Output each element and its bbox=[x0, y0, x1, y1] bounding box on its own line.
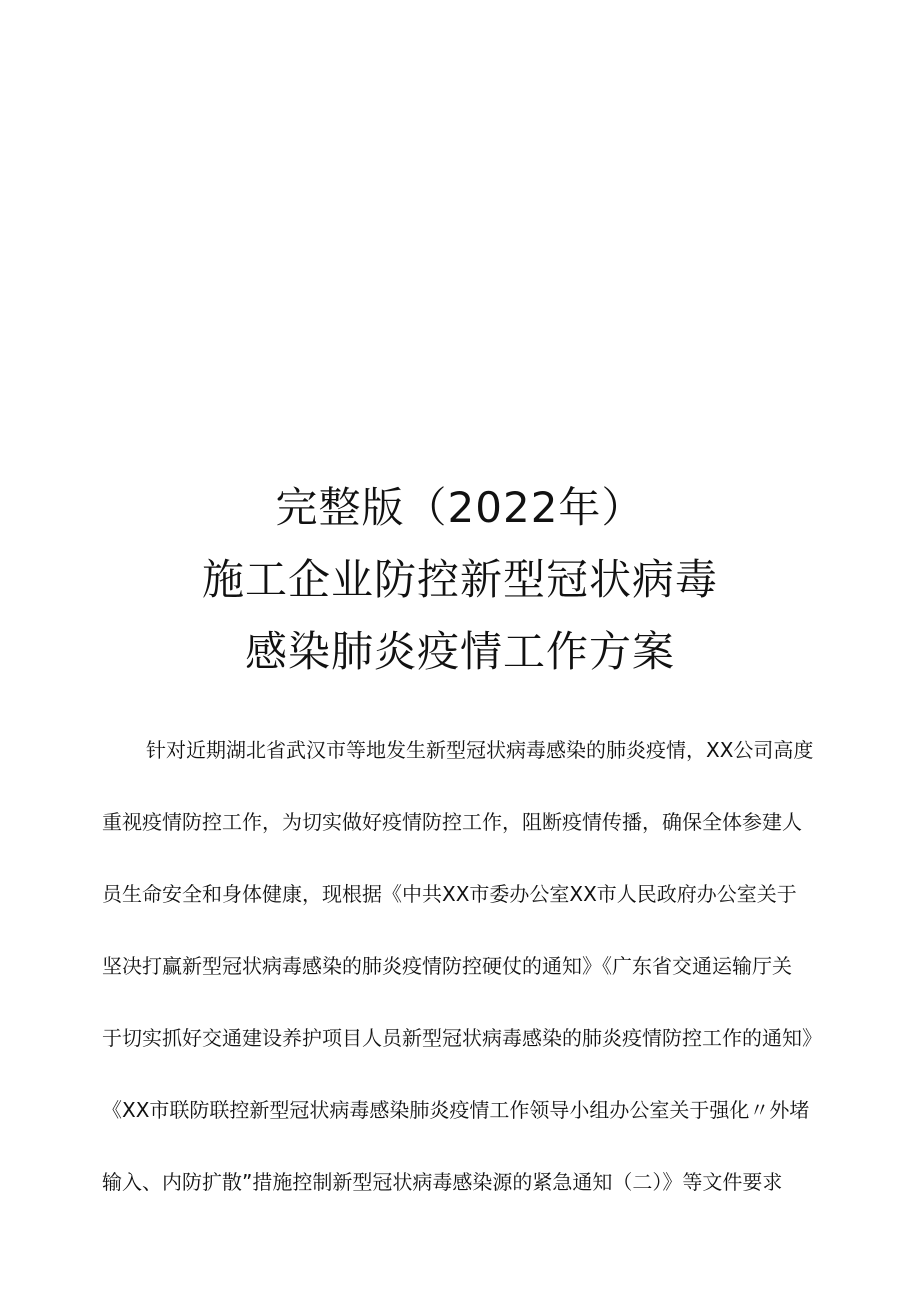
body-line-1: 针对近期湖北省武汉市等地发生新型冠状病毒感染的肺炎疫情，XX公司高度 bbox=[146, 738, 814, 762]
document-title bbox=[0, 472, 920, 688]
body-line-3: 员生命安全和身体健康，现根据《中共XX市委办公室XX市人民政府办公室关于 bbox=[102, 882, 797, 906]
title-line-1: 完整版（2022年） bbox=[275, 483, 645, 532]
title-line-3: 感染肺炎疫情工作方案 bbox=[244, 627, 675, 676]
body-line-7: 输入、内防扩散”措施控制新型冠状病毒感染源的紧急通知（二）》等文件要求 bbox=[102, 1170, 783, 1194]
title-line-2: 施工企业防控新型冠状病毒 bbox=[201, 555, 718, 604]
body-line-2: 重视疫情防控工作，为切实做好疫情防控工作，阻断疫情传播，确保全体参建人 bbox=[102, 810, 802, 834]
body-line-6: 《XX市联防联控新型冠状病毒感染肺炎疫情工作领导小组办公室关于强化〃外堵 bbox=[102, 1098, 810, 1122]
body-line-5: 于切实抓好交通建设养护项目人员新型冠状病毒感染的肺炎疫情防控工作的通知》 bbox=[102, 1026, 822, 1050]
body-line-4: 坚决打赢新型冠状病毒感染的肺炎疫情防控硬仗的通知》《广东省交通运输厅关 bbox=[102, 954, 792, 978]
document-body bbox=[102, 714, 822, 1218]
